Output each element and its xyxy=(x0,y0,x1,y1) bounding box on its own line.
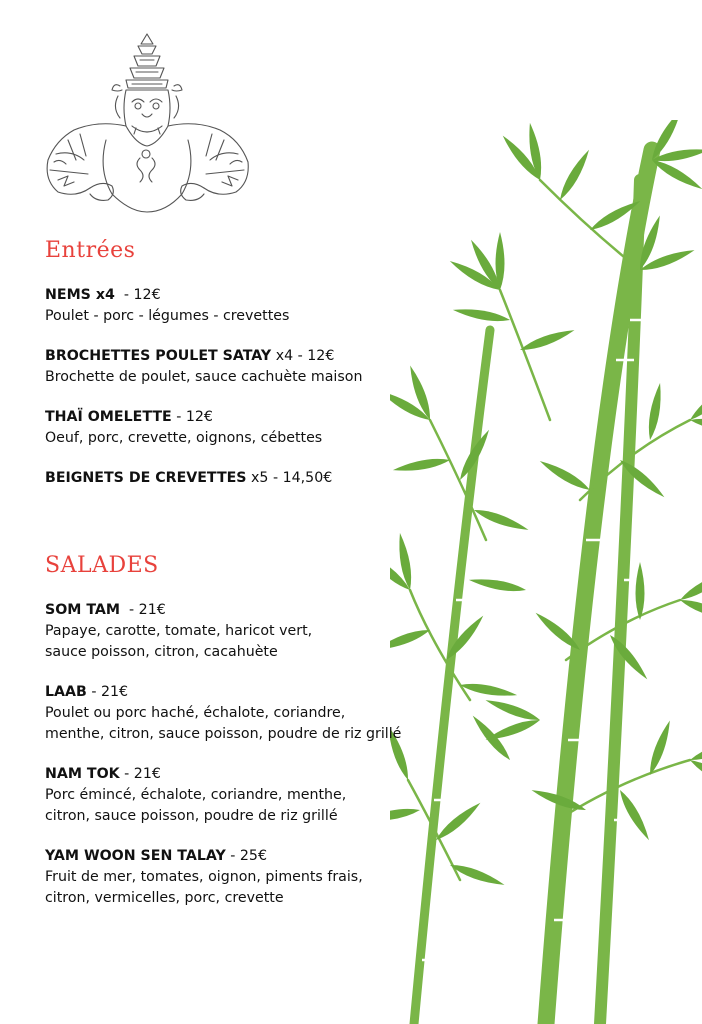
item-price: - 21€ xyxy=(120,602,166,618)
menu-item xyxy=(45,285,445,327)
item-description: Poulet ou porc haché, échalote, coriandre, menthe, citron, sauce poisson, poudre de riz grillé xyxy=(45,705,402,742)
item-description: Oeuf, porc, crevette, oignons, cébettes xyxy=(45,430,323,446)
item-description: Fruit de mer, tomates, oignon, piments frais, citron, vermicelles, porc, crevette xyxy=(45,869,363,906)
item-price: x4 - 12€ xyxy=(271,348,335,364)
item-price: x5 - 14,50€ xyxy=(246,470,333,486)
item-name: NAM TOK xyxy=(45,766,120,782)
item-name: LAAB xyxy=(45,684,87,700)
item-name: NEMS x4 xyxy=(45,287,115,303)
menu-item xyxy=(45,600,445,663)
menu-item xyxy=(45,682,445,745)
item-price: - 21€ xyxy=(119,766,161,782)
section-title-salades: SALADES xyxy=(45,553,159,578)
item-name: THAÏ OMELETTE xyxy=(45,409,172,425)
item-price: - 21€ xyxy=(86,684,129,700)
menu-item xyxy=(45,346,445,388)
section-title-entrees: Entrées xyxy=(45,238,136,263)
menu-item xyxy=(45,846,445,909)
menu-item xyxy=(45,764,445,827)
item-name: SOM TAM xyxy=(45,602,121,618)
item-name: BROCHETTES POULET SATAY xyxy=(45,348,272,364)
item-description: Poulet - porc - légumes - crevettes xyxy=(45,308,290,324)
item-description: Brochette de poulet, sauce cachuète maison xyxy=(45,369,363,385)
menu-item xyxy=(45,468,445,489)
item-name: BEIGNETS DE CREVETTES xyxy=(45,470,247,486)
salades-list xyxy=(45,600,445,928)
item-name: YAM WOON SEN TALAY xyxy=(45,848,226,864)
item-price: - 12€ xyxy=(171,409,213,425)
entrees-list xyxy=(45,285,445,508)
item-description: Papaye, carotte, tomate, haricot vert, sauce poisson, citron, cacahuète xyxy=(45,623,313,660)
thai-guardian-illustration-icon xyxy=(28,30,266,214)
item-description: Porc émincé, échalote, coriandre, menthe, citron, sauce poisson, poudre de riz grillé xyxy=(45,787,347,824)
menu-item xyxy=(45,407,445,449)
item-price: - 12€ xyxy=(114,287,161,303)
item-price: - 25€ xyxy=(225,848,267,864)
